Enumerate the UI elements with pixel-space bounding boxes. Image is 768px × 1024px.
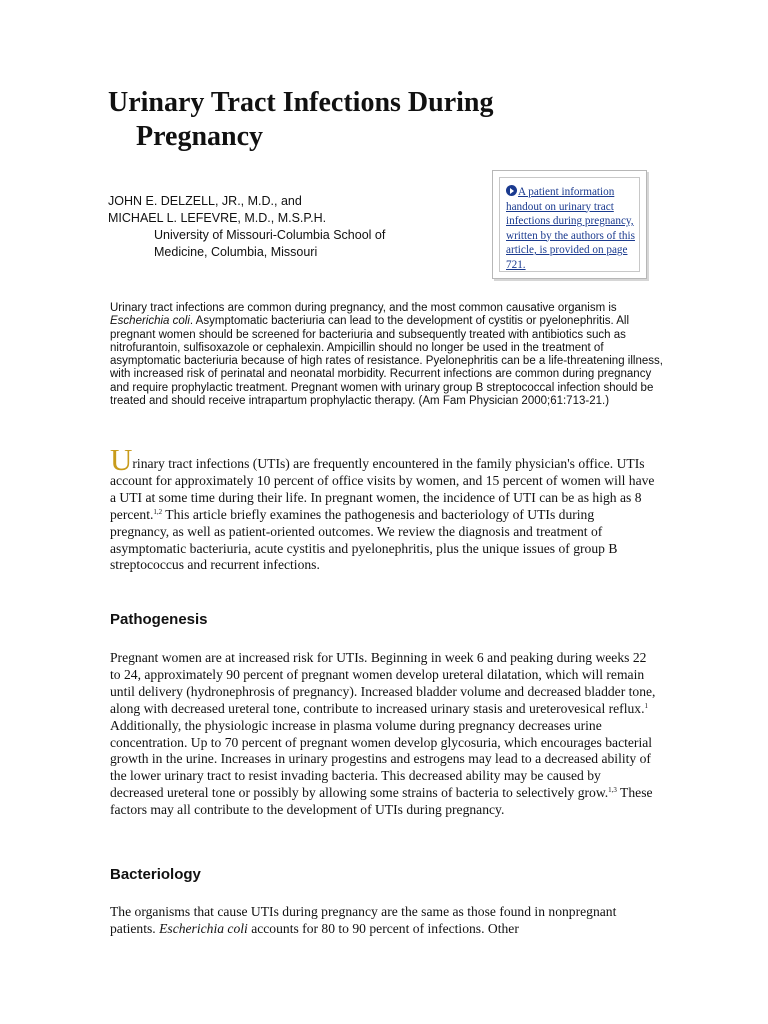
author-block [108, 193, 385, 261]
pathogenesis-paragraph [110, 650, 656, 819]
abstract [110, 302, 665, 408]
bacteriology-organism: Escherichia coli [159, 920, 248, 936]
drop-cap: U [110, 442, 133, 477]
abstract-part-2: . Asymptomatic bacteriuria can lead to the development of cystitis or pyelonephritis. All pregnant women should be screened for bacteriuria and subsequently treated with antibiotics such as nitrofurantoin, sulfisoxazole or cephalexin. Ampicillin should no longer be used in the treatment of asymptomatic bacteriuria because of high rates of resistance. Pyelonephritis can be a life-threatening illness, with increased risk of perinatal and neonatal morbidity. Recurrent infections are common during pregnancy and require prophylactic treatment. Pregnant women with urinary group B streptococcal infection should be treated and should receive intrapartum prophylactic therapy. (Am Fam Physician 2000;61:713-21.) [110, 315, 663, 408]
abstract-organism: Escherichia coli [110, 315, 190, 328]
title-line-2: Pregnancy [136, 121, 264, 152]
section-heading-bacteriology: Bacteriology [110, 866, 201, 883]
section-heading-pathogenesis: Pathogenesis [110, 611, 208, 628]
bacteriology-text-2: accounts for 80 to 90 percent of infections. Other [247, 920, 519, 936]
citation-ref[interactable]: 1,3 [608, 786, 617, 795]
intro-text-1: rinary tract infections (UTIs) are frequently encountered in the family physician's office. UTIs account for approximately 10 percent of office visits by women, and 15 percent of women will have a UTI at some time during their life. In pregnant women, the incidence of UTI can be as high as 8 percent. [110, 456, 655, 522]
patient-handout-box [492, 170, 647, 279]
affiliation-line-2: Medicine, Columbia, Missouri [154, 245, 318, 259]
author-1: JOHN E. DELZELL, JR., M.D., and [108, 194, 302, 208]
citation-ref[interactable]: 1,2 [153, 507, 163, 516]
affiliation-line-1: University of Missouri-Columbia School of [154, 228, 386, 242]
intro-text-2: This article briefly examines the pathogenesis and bacteriology of UTIs during pregnancy, as well as patient-oriented outcomes. We review the diagnosis and treatment of asymptomatic bacteriuria, acute cystitis and pyelonephritis, plus the unique issues of group B streptococcus and recurrent infections. [110, 506, 618, 573]
handout-inner-frame [499, 177, 640, 272]
bacteriology-paragraph [110, 904, 656, 938]
bacteriology-text-1: The organisms that cause UTIs during pregnancy are the same as those found in nonpregnant patients. [110, 904, 617, 936]
author-2: MICHAEL L. LEFEVRE, M.D., M.S.P.H. [108, 211, 327, 225]
article-title [108, 86, 628, 154]
abstract-part-1: Urinary tract infections are common during pregnancy, and the most common causative organism is [110, 302, 617, 314]
pathogenesis-text-1: Pregnant women are at increased risk for UTIs. Beginning in week 6 and peaking during weeks 22 to 24, approximately 90 percent of pregnant women develop ureteral dilatation, which will remain until delivery (hydronephrosis of pregnancy). Increased bladder volume and decreased bladder tone, along with decreased ureteral tone, contribute to increased urinary stasis and ureterovesical reflux. [110, 650, 656, 716]
pathogenesis-text-3: These factors may all contribute to the development of UTIs during pregnancy. [110, 785, 653, 818]
arrow-circle-icon [506, 185, 517, 196]
handout-link-text: A patient information handout on urinary tract infections during pregnancy, written by the authors of this article, is provided on page 721. [506, 186, 635, 271]
patient-handout-link[interactable] [506, 185, 638, 272]
pathogenesis-text-2: Additionally, the physiologic increase in plasma volume during pregnancy decreases urine concentration. Up to 70 percent of pregnant women develop glycosuria, which encourages bacterial growth in the urine. Increases in urinary progestins and estrogens may lead to a decreased ability of the lower urinary tract to resist invading bacteria. This decreased ability may be caused by decreased ureteral tone or possibly by allowing some strains of bacteria to selectively grow. [110, 717, 653, 801]
title-line-1: Urinary Tract Infections During [108, 87, 494, 118]
intro-paragraph [110, 442, 656, 574]
citation-ref[interactable]: 1 [644, 701, 648, 710]
